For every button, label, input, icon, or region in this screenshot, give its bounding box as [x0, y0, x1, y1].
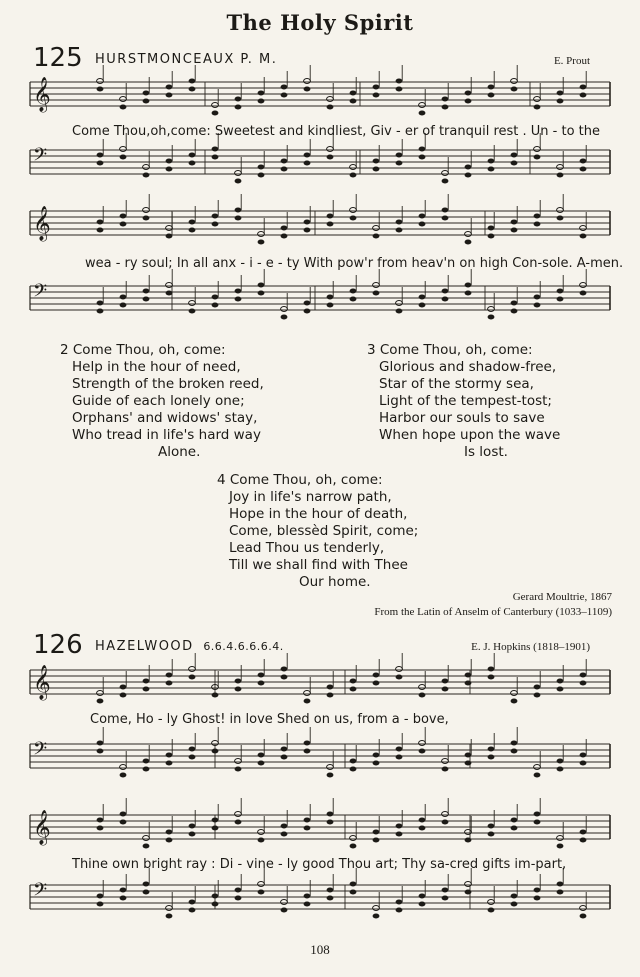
stanza-2-line: Orphans' and widows' stay, — [72, 410, 258, 426]
hymn-126-lyrics-line-1: Come, Ho - ly Ghost! in love Shed on us, from a - bove, — [90, 712, 449, 727]
stanza-3-line: Harbor our souls to save — [379, 410, 545, 426]
stanza-4-last-line: Our home. — [299, 574, 371, 590]
stanza-4-first-line: 4 Come Thou, oh, come: — [217, 472, 383, 488]
stanza-2-line: Who tread in life's hard way — [72, 427, 261, 443]
hymn-126-tune: HAZELWOOD — [95, 639, 194, 654]
stanza-4 — [217, 472, 418, 591]
stanza-4-line: Lead Thou us tenderly, — [229, 540, 385, 556]
hymn-126-composer: E. J. Hopkins (1818–1901) — [471, 641, 590, 653]
hymn-125-tune-name: HURSTMONCEAUX P. M. — [95, 52, 278, 67]
stanza-3-last-line: Is lost. — [464, 444, 508, 460]
hymn-126-number: 126 — [33, 630, 83, 660]
hymn-125-lyrics-line-2: wea - ry soul; In all anx - i - e - ty With pow'r from heav'n on high Con-sole. A-men. — [85, 256, 624, 271]
page-number: 108 — [310, 942, 330, 957]
hymn-125-author: Gerard Moultrie, 1867 — [512, 591, 612, 603]
hymn-125-composer: E. Prout — [553, 55, 590, 67]
stanza-4-line: Till we shall find with Thee — [229, 557, 408, 573]
hymn-126-lyrics-line-2: Thine own bright ray : Di - vine - ly good Thou art; Thy sa-cred gifts im-part, — [72, 857, 567, 872]
stanza-3-line: Star of the stormy sea, — [379, 376, 534, 392]
hymn-125-source: From the Latin of Anselm of Canterbury (1033–1109) — [374, 606, 612, 618]
hymn-126-meter: 6.6.4.6.6.6.4. — [203, 640, 284, 653]
svg-text:𝄞: 𝄞 — [33, 206, 51, 241]
svg-text:𝄢: 𝄢 — [33, 739, 48, 764]
hymn-126-tune-name — [95, 639, 284, 654]
svg-text:𝄢: 𝄢 — [33, 880, 48, 905]
stanza-2-last-line: Alone. — [158, 444, 201, 460]
stanza-2-line: Strength of the broken reed, — [72, 376, 264, 392]
svg-text:𝄢: 𝄢 — [33, 145, 48, 170]
hymn-125-lyrics-line-1: Come Thou,oh,come: Sweetest and kindliest, Giv - er of tranquil rest . Un - to the — [72, 124, 601, 139]
stanza-4-line: Come, blessèd Spirit, come; — [229, 523, 419, 539]
stanza-2-line: Guide of each lonely one; — [72, 393, 245, 409]
stanza-2 — [60, 342, 264, 461]
stanza-3-first-line: 3 Come Thou, oh, come: — [367, 342, 533, 358]
stanza-2-line: Help in the hour of need, — [72, 359, 241, 375]
stanza-3-line: When hope upon the wave — [379, 427, 561, 443]
svg-text:𝄞: 𝄞 — [33, 77, 51, 112]
stanza-4-line: Joy in life's narrow path, — [229, 489, 392, 505]
stanza-4-line: Hope in the hour of death, — [229, 506, 408, 522]
stanza-3-line: Light of the tempest-tost; — [379, 393, 552, 409]
stanza-3-line: Glorious and shadow-free, — [379, 359, 557, 375]
svg-text:𝄢: 𝄢 — [33, 281, 48, 306]
stanza-2-first-line: 2 Come Thou, oh, come: — [60, 342, 226, 358]
svg-text:𝄞: 𝄞 — [33, 665, 51, 700]
hymn-125-number: 125 — [33, 43, 83, 73]
page-heading: The Holy Spirit — [226, 10, 414, 35]
stanza-3 — [367, 342, 560, 461]
svg-text:𝄞: 𝄞 — [33, 810, 51, 845]
